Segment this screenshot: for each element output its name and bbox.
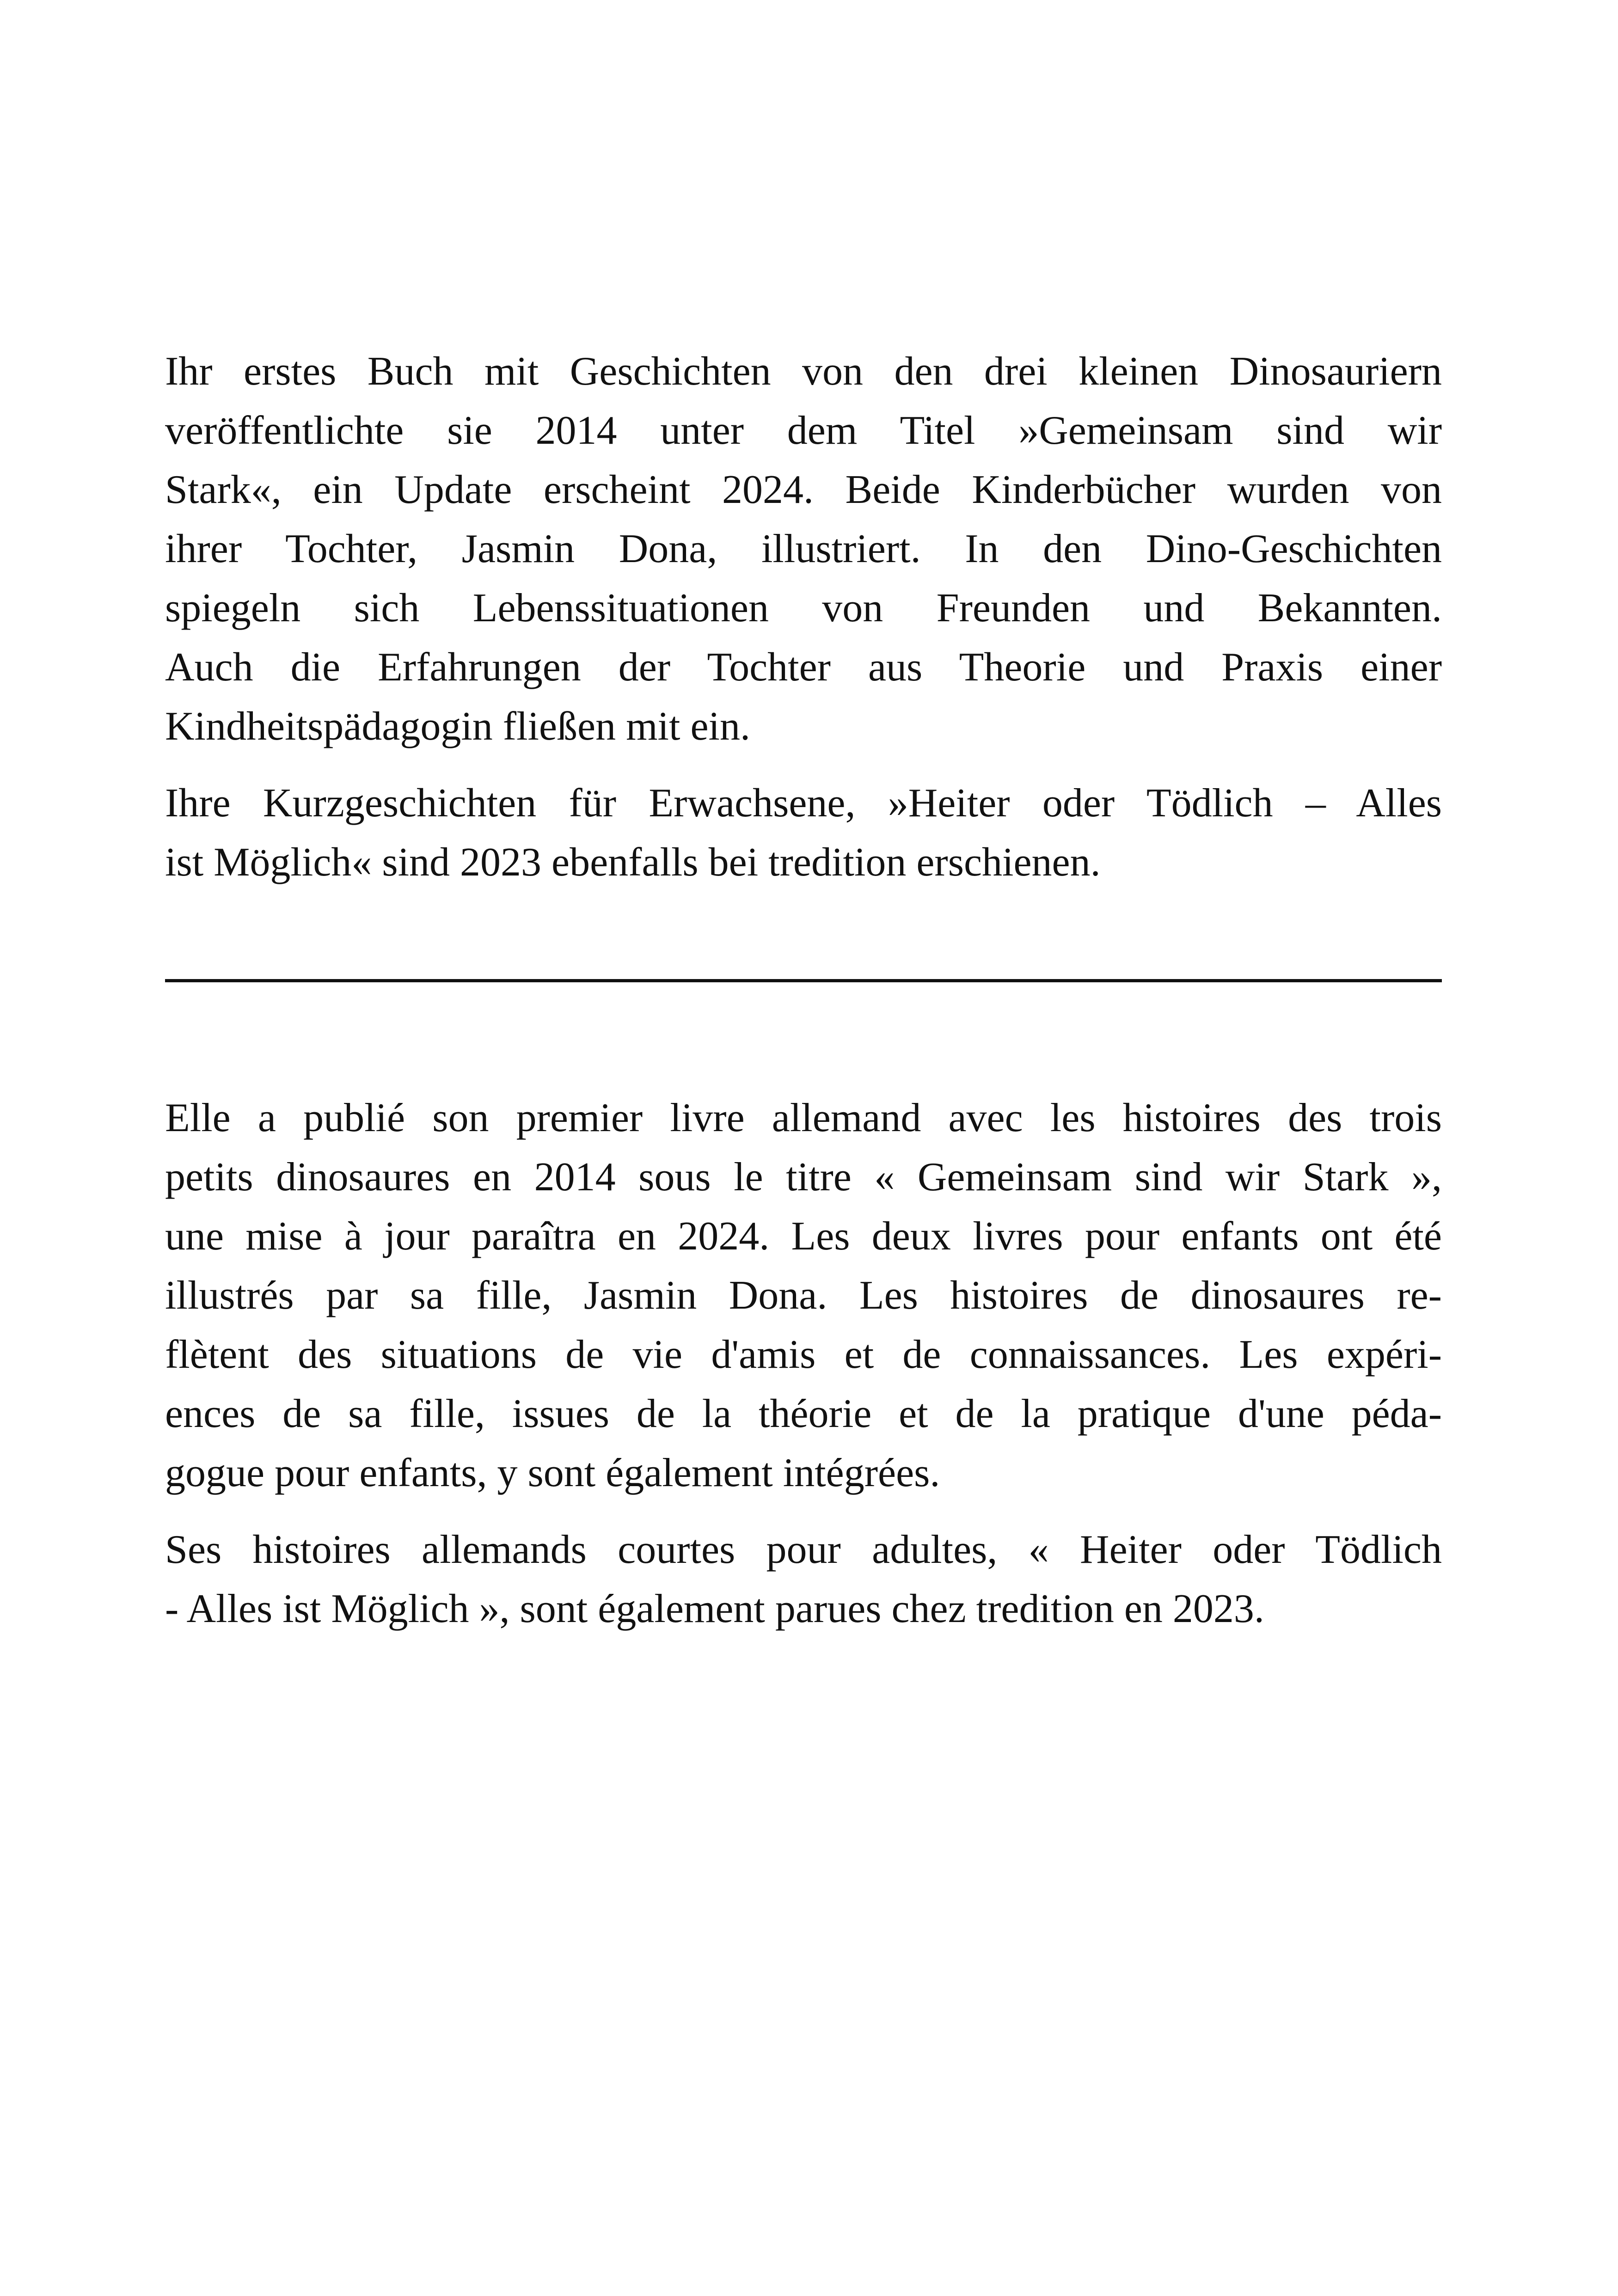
german-paragraph-2 — [165, 774, 1442, 892]
text-line: ihrer Tochter, Jasmin Dona, illustriert. In den Dino-Geschichten — [165, 527, 1442, 571]
text-line: Auch die Erfahrungen der Tochter aus Theorie und Praxis einer — [165, 645, 1442, 690]
paragraph-gap — [165, 1503, 1442, 1520]
text-line: Elle a publié son premier livre allemand avec les histoires des trois — [165, 1096, 1442, 1140]
section-divider — [165, 979, 1442, 982]
german-paragraph-1 — [165, 342, 1442, 756]
text-line: une mise à jour paraîtra en 2024. Les deux livres pour enfants ont été — [165, 1214, 1442, 1259]
french-paragraph-1 — [165, 1089, 1442, 1503]
text-line: Kindheitspädagogin fließen mit ein. — [165, 704, 750, 749]
text-line: spiegeln sich Lebenssituationen von Freunden und Bekannten. — [165, 586, 1442, 631]
paragraph-gap — [165, 756, 1442, 774]
text-line: - Alles ist Möglich », sont également parues chez tredition en 2023. — [165, 1586, 1264, 1631]
french-text-block — [165, 1089, 1442, 1639]
text-line: flètent des situations de vie d'amis et de connaissances. Les expéri- — [165, 1332, 1442, 1377]
text-line: gogue pour enfants, y sont également intégrées. — [165, 1451, 940, 1495]
french-paragraph-2 — [165, 1520, 1442, 1639]
text-line: ences de sa fille, issues de la théorie et de la pratique d'une péda- — [165, 1391, 1442, 1436]
text-line: illustrés par sa fille, Jasmin Dona. Les histoires de dinosaures re- — [165, 1273, 1442, 1318]
text-line: ist Möglich« sind 2023 ebenfalls bei tredition erschienen. — [165, 840, 1101, 885]
text-line: petits dinosaures en 2014 sous le titre « Gemeinsam sind wir Stark », — [165, 1155, 1442, 1200]
text-line: Ihre Kurzgeschichten für Erwachsene, »Heiter oder Tödlich – Alles — [165, 781, 1442, 826]
text-line: Ses histoires allemands courtes pour adultes, « Heiter oder Tödlich — [165, 1527, 1442, 1572]
text-line: Stark«, ein Update erscheint 2024. Beide Kinderbücher wurden von — [165, 467, 1442, 512]
text-line: Ihr erstes Buch mit Geschichten von den drei kleinen Dinosauriern — [165, 349, 1442, 394]
text-line: veröffentlichte sie 2014 unter dem Titel »Gemeinsam sind wir — [165, 408, 1442, 453]
german-text-block — [165, 342, 1442, 892]
